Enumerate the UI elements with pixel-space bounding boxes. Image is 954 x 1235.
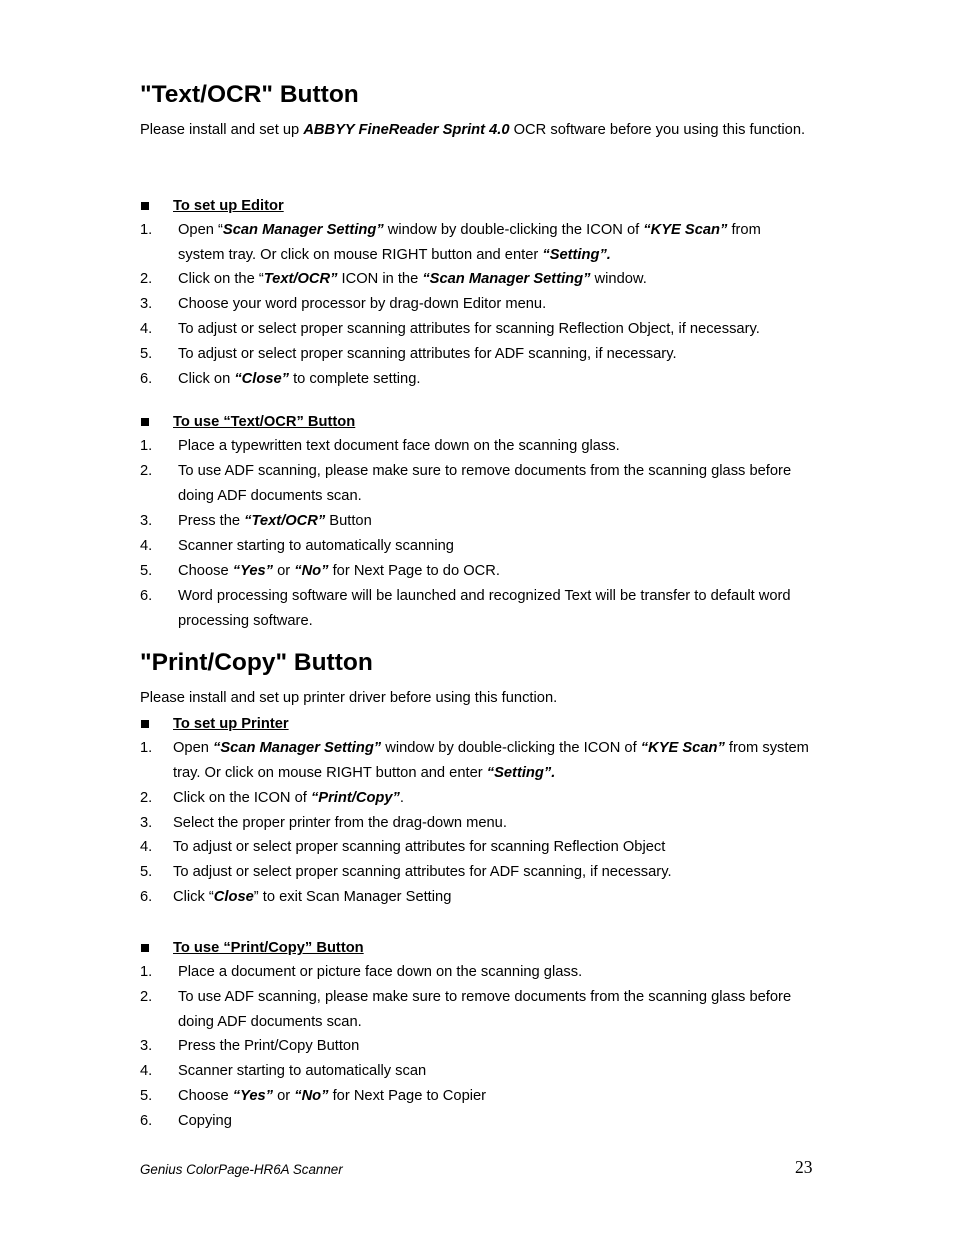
list-item: 5. Choose “Yes” or “No” for Next Page to Copier — [140, 1088, 487, 1104]
list-item: 1. Place a document or picture face down on the scanning glass. — [140, 964, 583, 980]
square-bullet-icon — [141, 202, 149, 210]
list-item: 2. Click on the “Text/OCR” ICON in the “Scan Manager Setting” window. — [140, 271, 647, 287]
section-title-print-copy: "Print/Copy" Button — [140, 649, 373, 676]
list-item: 3. Press the Print/Copy Button — [140, 1038, 360, 1054]
list-item: 6. Copying — [140, 1113, 232, 1129]
list-item: 1. Open “Scan Manager Setting” window by double-clicking the ICON of “KYE Scan” from system tray. Or click on mouse RIGHT button and enter “Setting”. — [140, 222, 761, 263]
list-item: 3. Press the “Text/OCR” Button — [140, 513, 372, 529]
list-item: 6. Click on “Close” to complete setting. — [140, 371, 421, 387]
intro-paragraph-text-ocr: Please install and set up ABBYY FineReader Sprint 4.0 OCR software before you using this function. — [140, 122, 806, 138]
list-item: 4. To adjust or select proper scanning attributes for scanning Reflection Object, if necessary. — [140, 321, 760, 337]
list-item: 6. Click “Close” to exit Scan Manager Setting — [140, 889, 452, 905]
list-item: 2. To use ADF scanning, please make sure to remove documents from the scanning glass before doing ADF documents scan. — [140, 463, 792, 504]
footer-product-name: Genius ColorPage-HR6A Scanner — [140, 1162, 343, 1177]
page-number: 23 — [795, 1157, 813, 1177]
list-item: 3. Select the proper printer from the drag-down menu. — [140, 815, 507, 831]
list-item: 5. Choose “Yes” or “No” for Next Page to do OCR. — [140, 563, 500, 579]
section-title-text-ocr: "Text/OCR" Button — [140, 81, 359, 108]
square-bullet-icon — [141, 944, 149, 952]
list-item: 3. Choose your word processor by drag-down Editor menu. — [140, 296, 547, 312]
list-item: 5. To adjust or select proper scanning attributes for ADF scanning, if necessary. — [140, 346, 677, 362]
list-item: 6. Word processing software will be launched and recognized Text will be transfer to default word processing software. — [140, 588, 791, 629]
list-item: 5. To adjust or select proper scanning attributes for ADF scanning, if necessary. — [140, 864, 672, 880]
list-item: 2. Click on the ICON of “Print/Copy”. — [140, 790, 404, 806]
list-item: 4. Scanner starting to automatically scanning — [140, 538, 454, 554]
square-bullet-icon — [141, 720, 149, 728]
list-item: 1. Open “Scan Manager Setting” window by double-clicking the ICON of “KYE Scan” from system tray. Or click on mouse RIGHT button and enter “Setting”. — [140, 740, 809, 781]
square-bullet-icon — [141, 418, 149, 426]
list-item: 2. To use ADF scanning, please make sure to remove documents from the scanning glass before doing ADF documents scan. — [140, 989, 792, 1030]
list-item: 4. Scanner starting to automatically scan — [140, 1063, 427, 1079]
list-item: 1. Place a typewritten text document face down on the scanning glass. — [140, 438, 620, 454]
list-item: 4. To adjust or select proper scanning attributes for scanning Reflection Object — [140, 839, 666, 855]
intro-paragraph-print-copy: Please install and set up printer driver before using this function. — [140, 690, 558, 706]
